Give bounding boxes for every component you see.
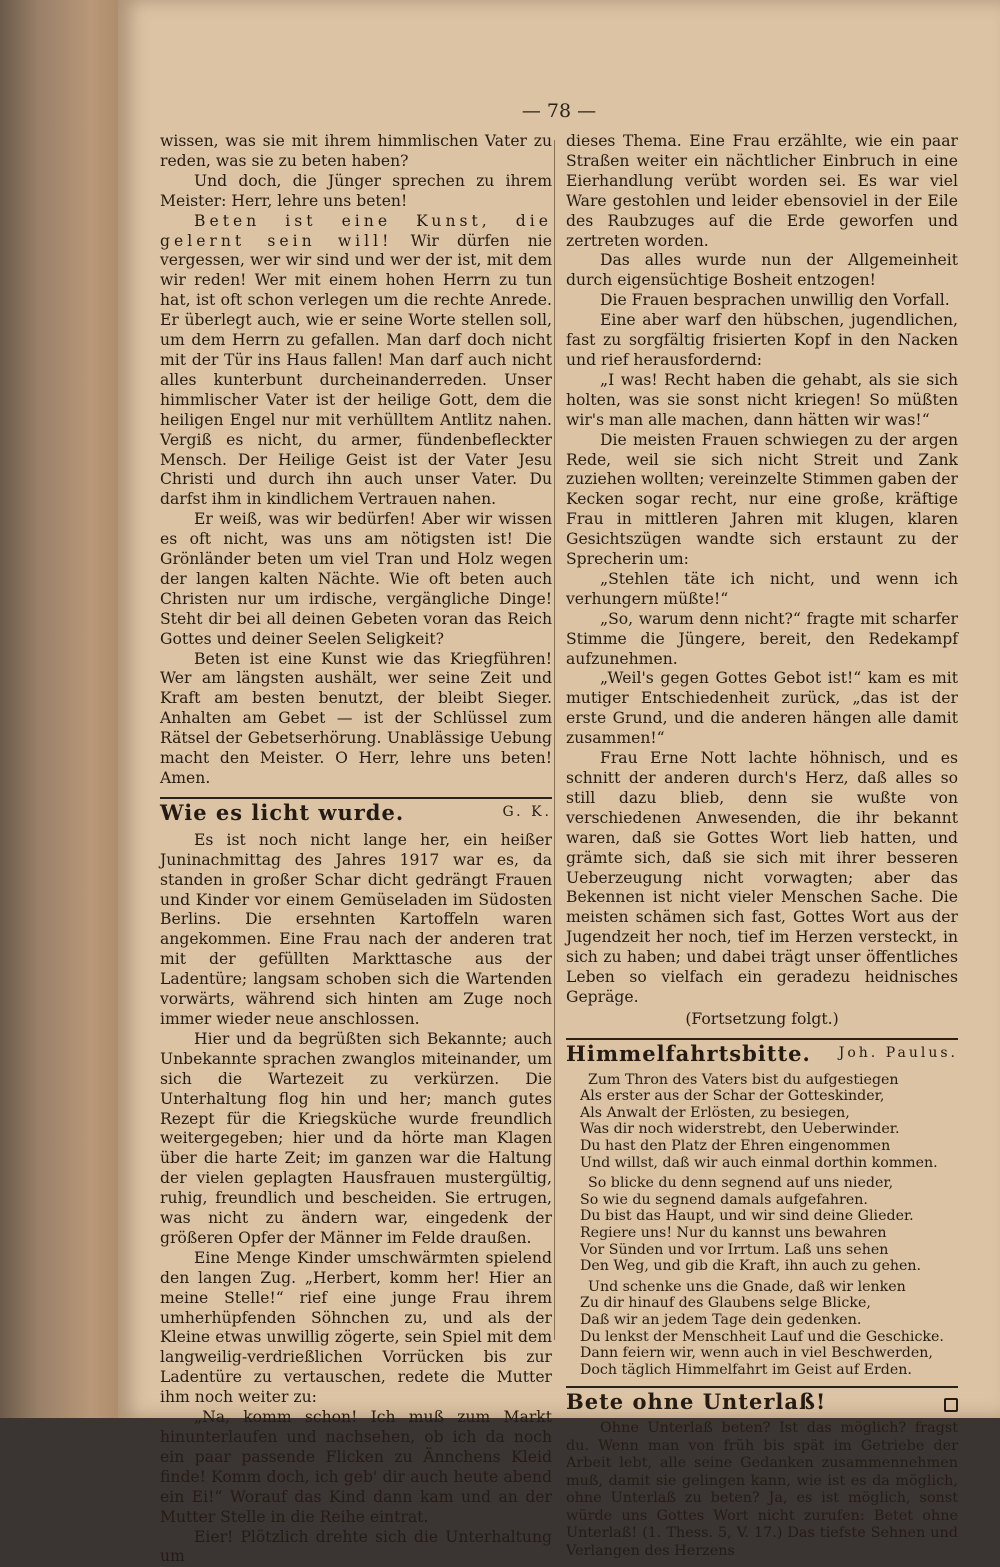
poem-stanza [580, 1175, 958, 1275]
poem-line: Regiere uns! Nur du kannst uns bewahren [580, 1225, 887, 1242]
poem-line: So wie du segnend damals aufgefahren. [580, 1191, 868, 1208]
paragraph: wissen, was sie mit ihrem himmlischen Vater zu reden, was sie zu beten haben? [160, 132, 552, 170]
paragraph: Es ist noch nicht lange her, ein heißer Juninachmittag des Jahres 1917 war es, da standen in großer Schar dicht gedrängt Frauen und Kinder vor einem Gemüseladen im Südosten Berlins. Die ersehnten Kartoffeln waren angekommen. Eine Frau nach der anderen trat mit der gefüllten Markttasche aus der Ladentüre; langsam schoben sich die Wartenden vorwärts, während sich hinten am Zuge noch immer wieder neue anschlossen. [160, 830, 552, 1028]
paragraph: dieses Thema. Eine Frau erzählte, wie ein paar Straßen weiter ein nächtlicher Einbruch in eine Eierhandlung verübt worden sei. Es war viel Ware gestohlen und leider ebensoviel in der Eile des Raubzuges auf die Erde geworfen und zertreten worden. [566, 132, 958, 250]
paragraph: Die meisten Frauen schwiegen zu der argen Rede, weil sie sich nicht Streit und Zank zuziehen wollten; vereinzelte Stimmen gaben der Kecken sogar recht, nur eine große, kräftige Frau in mittleren Jahren mit klugen, klaren Gesichtszügen wandte sich erstaunt zu der Sprecherin um: [566, 430, 958, 569]
paragraph: Und doch, die Jünger sprechen zu ihrem Meister: Herr, lehre uns beten! [160, 171, 552, 210]
poem-line: Dann feiern wir, wenn auch in viel Beschwerden, [580, 1345, 933, 1362]
poem-line: Du hast den Platz der Ehren eingenommen [580, 1138, 891, 1155]
poem-line: Und willst, daß wir auch einmal dorthin kommen. [580, 1154, 938, 1171]
spaced-emphasis: Beten ist eine Kunst, die gelernt sein will! [160, 211, 552, 250]
poem-line: Zu dir hinauf des Glaubens selge Blicke, [580, 1295, 871, 1312]
paragraph: „I was! Recht haben die gehabt, als sie sich holten, was sie sonst nicht kriegen! So müßten wir's man alle machen, dann hätten wir was!“ [566, 370, 958, 429]
poem-line: So blicke du denn segnend auf uns nieder, [588, 1175, 894, 1192]
paragraph: „So, warum denn nicht?“ fragte mit scharfer Stimme die Jüngere, bereit, den Redekampf aufzunehmen. [566, 609, 958, 668]
left-column [160, 132, 552, 1567]
paragraph: „Weil's gegen Gottes Gebot ist!“ kam es mit mutiger Entschiedenheit zurück, „das ist der erste Grund, und die anderen hängen alle damit zusammen!“ [566, 669, 958, 748]
section-rule [566, 1038, 958, 1040]
paragraph: Die Frauen besprachen unwillig den Vorfall. [600, 291, 950, 310]
article-author: G. K. [502, 803, 552, 820]
section-rule [566, 1386, 958, 1388]
last-heading [566, 1389, 958, 1415]
paragraph: Hier und da begrüßten sich Bekannte; auch Unbekannte sprachen zwanglos miteinander, um sich die Wartezeit zu verkürzen. Die Unterhaltung flog hin und her; manch gutes Rezept für die Kriegsküche wurde freundlich weitergegeben; hier und da hörte man Klagen über die harte Zeit; im ganzen war die Haltung der vielen geplagten Hausfrauen mustergültig, ruhig, freundlich und bescheiden. Sie ertrugen, was nicht zu ändern war, eingedenk der größeren Opfer der Männer im Felde draußen. [160, 1029, 552, 1247]
last-title: Bete ohne Unterlaß! [566, 1389, 827, 1415]
poem-line: Als erster aus der Schar der Gotteskinder, [580, 1088, 885, 1105]
continued-note: (Fortsetzung folgt.) [685, 1009, 839, 1028]
paragraph: „Na, komm schon! Ich muß zum Markt hinunterlaufen und nachsehen, ob ich da noch ein paar passende Flicken zu Ännchens Kleid finde! Komm doch, ich geb' dir auch heute abend ein Ei!“ Worauf das Kind dann kam und an der Mutter Stelle in die Reihe eintrat. [160, 1408, 552, 1526]
paragraph [160, 212, 552, 511]
article-heading [160, 799, 552, 825]
poem-line: Du lenkst der Menschheit Lauf und die Geschicke. [580, 1328, 944, 1345]
column-divider [554, 140, 555, 1340]
paragraph-text: Wir dürfen nie vergessen, wer wir sind und wer der ist, mit dem wir reden! Wer mit einem hohen Herrn zu tun hat, ist oft schon verlegen um die rechte Anrede. Er überlegt auch, wie er seine Worte stellen soll, um dem Herrn zu gefallen. Man darf doch nicht mit der Tür ins Haus fallen! Man darf auch nicht alles kunterbunt durcheinanderreden. Unser himmlischer Vater ist der heilige Gott, dem die heiligen Engel nur mit verhülltem Antlitz nahen. Vergiß es nicht, du armer, fündenbefleckter Mensch. Der Heilige Geist ist der Vater Jesu Christi und durch ihn auch unser Vater. Du darfst ihm in kindlichem Vertrauen nahen. [160, 231, 552, 509]
poem-stanza [580, 1072, 958, 1172]
book-spine [0, 0, 130, 1418]
poem [566, 1072, 958, 1379]
paragraph: Er weiß, was wir bedürfen! Aber wir wissen es oft nicht, was uns am nötigsten ist! Die Grönländer beten um viel Tran und Holz wegen der langen kalten Nächte. Wie oft beten auch Christen nur um irdische, vergängliche Dinge! Steht dir bei all deinen Gebeten voran das Reich Gottes und deiner Seelen Seligkeit? [160, 510, 552, 648]
poem-stanza [580, 1279, 958, 1379]
poem-line: Daß wir an jedem Tage dein gedenken. [580, 1312, 862, 1328]
paragraph: Eier! Plötzlich drehte sich die Unterhaltung um [160, 1527, 552, 1566]
right-column [566, 132, 958, 1560]
paragraph: Eine Menge Kinder umschwärmten spielend den langen Zug. „Herbert, komm her! Hier an meine Stelle!“ rief eine junge Frau ihrem umherhüpfenden Söhnchen zu, und als der Kleine etwas unwillig zögerte, sein Spiel mit dem langweilig-verdrießlichen Vorrücken bis zur Ladentüre zu vertauschen, redete die Mutter ihm noch weiter zu: [160, 1248, 552, 1407]
poem-line: Und schenke uns die Gnade, daß wir lenken [588, 1278, 906, 1295]
paragraph: Eine aber warf den hübschen, jugendlichen, fast zu sorgfältig frisierten Kopf in den Nacken und rief herausfordernd: [566, 311, 958, 369]
paragraph: „Stehlen täte ich nicht, und wenn ich verhungern müßte!“ [566, 569, 958, 608]
poem-line: Vor Sünden und vor Irrtum. Laß uns sehen [580, 1241, 889, 1258]
poem-line: Den Weg, und gib die Kraft, ihn auch zu gehen. [580, 1258, 922, 1275]
paragraph: Ohne Unterlaß beten? Ist das möglich? fragst du. Wenn man von früh bis spät im Getriebe der Arbeit lebt, alle seine Gedanken zusammennehmen muß, damit sie gelingen kann, wie ist es da möglich, ohne Unterlaß zu beten? Ja, es ist möglich, sonst würde uns Gottes Wort nicht zurufen: Betet ohne Unterlaß! (1. Thess. 5, V. 17.) Das tiefste Sehnen und Verlangen des Herzens [566, 1420, 958, 1559]
article-title: Wie es licht wurde. [160, 799, 405, 825]
paragraph: Frau Erne Nott lachte höhnisch, und es schnitt der anderen durch's Herz, daß alles so still dazu blieb, denn sie wußte von verschiedenen Anwesenden, die ihr bekannt waren, daß sie Gottes Wort lieb hatten, und grämte sich, daß sie sich mit ihrer besseren Ueberzeugung nicht vorwagten; aber das Bekennen ist nicht vieler Menschen Sache. Die meisten schämen sich fast, Gottes Wort aus der Jugendzeit her noch, tief im Herzen versteckt, in sich zu haben; und dabei trägt unser öffentliches Leben so vielfach ein geradezu heidnisches Gepräge. [566, 749, 958, 1006]
poem-line: Als Anwalt der Erlösten, zu besiegen, [580, 1104, 850, 1121]
book-page [118, 0, 1000, 1566]
poem-heading [566, 1040, 958, 1066]
poem-line: Was dir noch widerstrebt, den Ueberwinder. [580, 1121, 900, 1138]
poem-line: Zum Thron des Vaters bist du aufgestiegen [588, 1071, 899, 1088]
poem-title: Himmelfahrtsbitte. [566, 1040, 811, 1066]
paragraph: Beten ist eine Kunst wie das Kriegführen! Wer am längsten aushält, wer seine Zeit und Kraft am besten benutzt, der bleibt Sieger. Anhalten am Gebet — ist der Schlüssel zum Rätsel der Gebetserhörung. Unablässige Uebung macht den Meister. O Herr, lehre uns beten! Amen. [160, 649, 552, 787]
section-rule [160, 797, 552, 799]
paragraph: Das alles wurde nun der Allgemeinheit durch eigensüchtige Bosheit entzogen! [566, 251, 958, 290]
page-number: — 78 — [521, 100, 597, 122]
poem-line: Du bist das Haupt, und wir sind deine Glieder. [580, 1208, 914, 1225]
poem-line: Doch täglich Himmelfahrt im Geist auf Erden. [580, 1361, 912, 1378]
ornament-icon [944, 1398, 958, 1412]
poem-author: Joh. Paulus. [838, 1044, 958, 1061]
